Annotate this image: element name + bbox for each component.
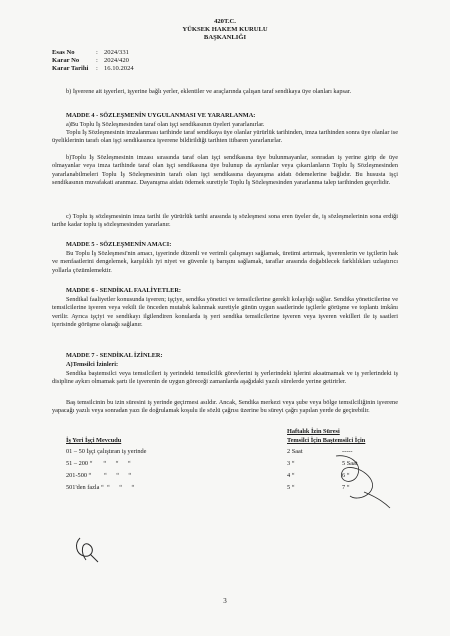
madde7-title: MADDE 7 - SENDİKAL İZİNLER: (66, 352, 163, 359)
colon: : (96, 57, 98, 64)
table-row-2-c1: 51 – 200 “ “ “ “ (66, 460, 131, 467)
table-row-4-c1: 501'den fazla “ “ “ “ (66, 484, 135, 491)
karar-row (52, 57, 129, 65)
karar-label: Karar No (52, 57, 80, 64)
colon: : (96, 65, 98, 72)
header-line-2: YÜKSEK HAKEM KURULU (182, 26, 268, 33)
esas-value: 2024/331 (104, 49, 129, 56)
table-row-4-c3: 7 “ (342, 484, 350, 491)
tarih-row (52, 65, 134, 73)
madde7-p1: Sendika baştemsilci veya temsilcileri iş yerindeki temsilcilik görevlerini iş yerlerindeki işlerini aksatmamak ve iş yerlerindeki iş disipline aykırı olmamak şartı ile işverenin de uygun göreceği zamanlarda aşağıdaki yazılı sürelerde yerine getirirler. (52, 370, 398, 386)
madde6-p1: Sendikal faaliyetler konusunda işveren; işçiye, sendika yönetici ve temsilcilerine gerekli kolaylığı sağlar. Sendika yöneticilerine ve temsilcilerine işveren veya vekili ile önceden mutabık kalınmak suretiyle günün uygun saatlerinde işçilerle görüşme ve toplantı imkânı verilir. Ayrıca işçiyi ve sendikayı ilgilendiren konularda iş yeri sendika temsilcilerine işveren veya işveren vekilleri ile iş saatleri içerisinde görüşme olanağı sağlanır. (52, 296, 398, 329)
madde4-p4: c) Toplu iş sözleşmesinin imza tarihi ile yürürlük tarihi arasında iş sözleşmesi sona eren üyeler de, iş sözleşmelerinin sona erdiği tarihe kadar toplu iş sözleşmesinden yararlanır. (52, 213, 398, 229)
madde4-p1: a)Bu Toplu İş Sözleşmesinden taraf olan işçi sendikasının üyeleri yararlanırlar. (66, 121, 265, 128)
madde5-title: MADDE 5 - SÖZLEŞMENİN AMACI: (66, 241, 172, 248)
madde4-title: MADDE 4 - SÖZLEŞMENİN UYGULANMASI VE YARARLANMA: (66, 112, 256, 119)
madde7-p2: Baş temsilcinin bu izin süresini iş yerinde geçirmesi asıldır. Ancak, Sendika merkezi veya şube veya bölge temsilciliğinin işverene yapacağı yazılı veya sonradan yazı ile doğrulamak koşulu ile sözlü çağrısı üzerine bu süreyi çağrı yapılan yerde de geçirebilir. (52, 399, 398, 415)
header-line-1: 420T.C. (214, 18, 236, 25)
esas-label: Esas No (52, 49, 75, 56)
intro-paragraph-b: b) İşverene ait işyerleri, işyerine bağlı yerler, eklentiler ve araçlarında çalışan taraf sendikaya üye olanları kapsar. (66, 88, 352, 95)
madde6-title: MADDE 6 - SENDİKAL FAALİYETLER: (66, 287, 181, 294)
table-row-1-c1: 01 – 50 İşçi çalıştıran iş yerinde (66, 448, 147, 455)
table-row-3-c1: 201-500 “ “ “ “ (66, 472, 132, 479)
tarih-value: 16.10.2024 (104, 65, 134, 72)
madde7-subtitle: A)Temsilci İzinleri: (66, 361, 119, 368)
table-row-3-c3: 6 “ (342, 472, 350, 479)
table-row-3-c2: 4 “ (287, 472, 295, 479)
esas-row (52, 49, 129, 57)
table-row-1-c3: ----- (342, 448, 353, 455)
tarih-label: Karar Tarihi (52, 65, 89, 72)
madde5-p1: Bu Toplu İş Sözleşmesi'nin amacı, işyerinde düzenli ve verimli çalışmayı sağlamak, üretimi artırmak, işverenlerin ve işçilerin hak ve menfaatlerini dengelemek, karşılıklı iyi niyet ve güvenle iş barışını sağlamak, taraflar arasında doğabilecek farklılıkları uzlaştırıcı yollarla çözümlemektir. (52, 250, 398, 274)
handwritten-signature-right (328, 452, 398, 512)
madde4-p2: Toplu İş Sözleşmesinin imzalanması tarihinde taraf sendikaya üye olanlar yürürlük tarihinden, imza tarihinden sonra üye olanlar ise üyeliklerinin tarafı olan işçi sendikasınca işverene bildirildiği tarihten itibaren yararlanırlar. (52, 129, 398, 145)
table-row-2-c2: 3 “ (287, 460, 295, 467)
colon: : (96, 49, 98, 56)
table-col2-header: Temsilci İçin Baştemsilci İçin (287, 437, 366, 444)
header-line-3: BAŞKANLIĞI (203, 34, 247, 41)
table-row-4-c2: 5 “ (287, 484, 295, 491)
karar-value: 2024/420 (104, 57, 129, 64)
table-top-header: Haftalık İzin Süresi (287, 428, 340, 435)
handwritten-initials-left (70, 532, 104, 566)
page-number: 3 (223, 597, 227, 605)
table-row-1-c2: 2 Saat (287, 448, 303, 455)
madde4-p3: b)Toplu İş Sözleşmesinin imzası sırasında taraf olan işçi sendikasına üye bulunmayanlar, sonradan iş yerine girip de üye olmayanlar veya imza tarihinde taraf olan işçi sendikasına üye bulunup da ayrılanlar veya çıkarılanların Toplu İş Sözleşmesinden yararlanabilmeleri Toplu İş Sözleşmesinin tarafı olan işçi sendikasına dayanışma aidatı ödemelerine bağlıdır. Bu hususta işçi sendikasının muvafakati aranmaz. Dayanışma aidatı ödemek suretiyle Toplu İş Sözleşmesinden yararlanma talep tarihinden geçerlidir. (52, 154, 398, 187)
table-row-2-c3: 5 Saat (342, 460, 358, 467)
table-col1-header: İş Yeri İşçi Mevcudu (66, 437, 122, 444)
